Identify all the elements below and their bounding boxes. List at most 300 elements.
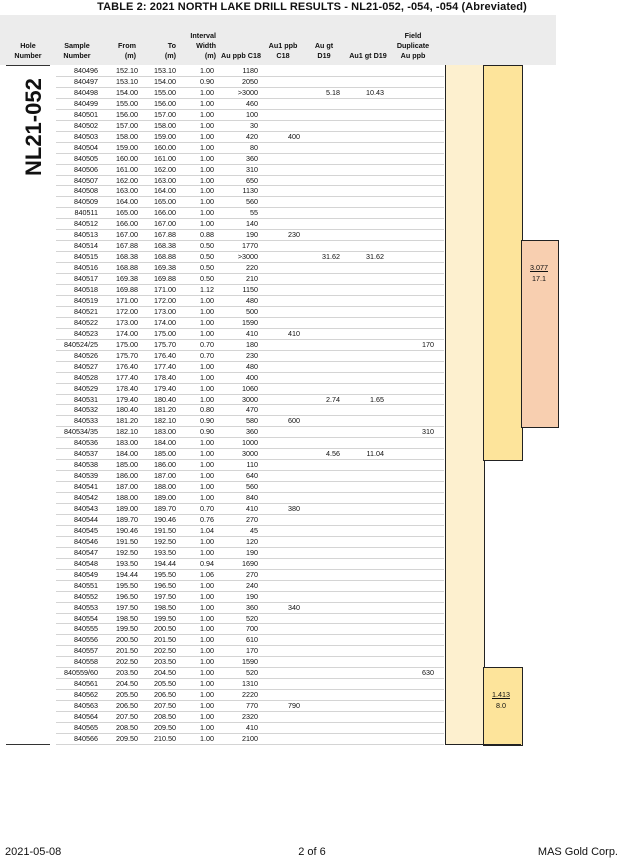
sample-number-cell: 840552 — [74, 591, 98, 601]
au1-ppb-c18-cell: 410 — [288, 328, 300, 338]
width-m-cell: 1.00 — [200, 690, 214, 700]
au1-ppb-c18-cell — [258, 404, 300, 415]
table-row — [56, 207, 444, 218]
table-row — [56, 262, 444, 273]
sample-number-cell: 840539 — [74, 471, 98, 481]
au1-ppb-c18-cell — [258, 645, 300, 656]
au1-gt-d19-cell — [340, 76, 384, 87]
from-m-cell: 196.50 — [116, 591, 138, 601]
to-m-cell: 167.00 — [154, 219, 176, 229]
au-gt-d19-cell — [300, 503, 340, 514]
to-m-cell: 191.50 — [154, 525, 176, 535]
au1-gt-d19-cell — [340, 733, 384, 744]
from-m-cell: 209.50 — [116, 733, 138, 743]
au-gt-d19-cell — [300, 185, 340, 196]
au-ppb-c18-cell: 55 — [250, 208, 258, 218]
from-m-cell: 191.50 — [116, 536, 138, 546]
au-gt-d19-cell — [300, 350, 340, 361]
from-m-cell: 207.50 — [116, 712, 138, 722]
width-m-cell: 1.00 — [200, 679, 214, 689]
from-m-cell: 168.38 — [116, 252, 138, 262]
au1-gt-d19-cell — [340, 459, 384, 470]
from-m-cell: 160.00 — [116, 153, 138, 163]
interval-grade: 1.413 — [492, 690, 510, 700]
au-gt-d19-cell — [300, 437, 340, 448]
au-ppb-c18-cell: 560 — [246, 197, 258, 207]
table-row — [56, 65, 444, 76]
width-m-cell: 1.00 — [200, 175, 214, 185]
au1-ppb-c18-cell — [258, 514, 300, 525]
au-ppb-c18-cell: 310 — [246, 164, 258, 174]
au1-gt-d19-cell — [340, 547, 384, 558]
au1-gt-d19-cell — [340, 153, 384, 164]
au-gt-d19-cell — [300, 547, 340, 558]
au-ppb-c18-cell: 1770 — [242, 241, 258, 251]
to-m-cell: 193.50 — [154, 547, 176, 557]
duplicate-au-ppb-cell — [384, 394, 434, 405]
sample-number-cell: 840537 — [74, 449, 98, 459]
au-ppb-c18-cell: 180 — [246, 339, 258, 349]
au-gt-d19-cell — [300, 65, 340, 76]
to-m-cell: 205.50 — [154, 679, 176, 689]
from-m-cell: 198.50 — [116, 613, 138, 623]
sample-number-cell: 840516 — [74, 263, 98, 273]
au-gt-d19-cell — [300, 459, 340, 470]
au1-gt-d19-cell — [340, 525, 384, 536]
width-m-cell: 1.00 — [200, 87, 214, 97]
table-row — [56, 481, 444, 492]
from-m-cell: 182.10 — [116, 427, 138, 437]
sample-number-cell: 840527 — [74, 361, 98, 371]
au-ppb-c18-cell: 520 — [246, 668, 258, 678]
au1-gt-d19-cell — [340, 470, 384, 481]
to-m-cell: 172.00 — [154, 295, 176, 305]
sample-number-cell: 840559/60 — [64, 668, 98, 678]
au-ppb-c18-cell: 110 — [246, 460, 258, 470]
au-ppb-c18-cell: 170 — [246, 646, 258, 656]
header-to: To (m) — [164, 41, 176, 60]
from-m-cell: 208.50 — [116, 723, 138, 732]
table-row — [56, 470, 444, 481]
au1-gt-d19-cell — [340, 350, 384, 361]
from-m-cell: 162.00 — [116, 175, 138, 185]
width-m-cell: 1.00 — [200, 460, 214, 470]
table-row — [56, 580, 444, 591]
from-m-cell: 171.00 — [116, 295, 138, 305]
header-sample: Sample Number — [63, 41, 91, 60]
to-m-cell: 176.40 — [154, 350, 176, 360]
au-ppb-c18-cell: 1060 — [242, 383, 258, 393]
from-m-cell: 205.50 — [116, 690, 138, 700]
footer-page: 2 of 6 — [298, 846, 326, 858]
au1-gt-d19-cell — [340, 295, 384, 306]
to-m-cell: 181.20 — [154, 405, 176, 415]
table-row — [56, 613, 444, 624]
from-m-cell: 166.00 — [116, 219, 138, 229]
au-gt-d19-cell — [300, 711, 340, 722]
interval-bar-outer-bottom — [445, 744, 521, 745]
width-m-cell: 1.00 — [200, 482, 214, 492]
from-m-cell: 169.38 — [116, 274, 138, 284]
au-gt-d19-cell — [300, 569, 340, 580]
au-gt-d19-cell — [300, 492, 340, 503]
from-m-cell: 175.70 — [116, 350, 138, 360]
au1-ppb-c18-cell — [258, 372, 300, 383]
duplicate-au-ppb-cell — [384, 153, 434, 164]
to-m-cell: 210.50 — [154, 733, 176, 743]
sample-number-cell: 840565 — [74, 723, 98, 732]
au-gt-d19-cell — [300, 591, 340, 602]
au-ppb-c18-cell: 230 — [246, 350, 258, 360]
au1-gt-d19-cell: 10.43 — [366, 87, 384, 97]
au1-gt-d19-cell — [340, 569, 384, 580]
from-m-cell: 157.00 — [116, 120, 138, 130]
width-m-cell: 0.80 — [200, 405, 214, 415]
au-gt-d19-cell — [300, 514, 340, 525]
au1-gt-d19-cell — [340, 558, 384, 569]
width-m-cell: 1.00 — [200, 66, 214, 75]
to-m-cell: 201.50 — [154, 635, 176, 645]
au1-gt-d19-cell — [340, 711, 384, 722]
au1-gt-d19-cell — [340, 678, 384, 689]
sample-number-cell: 840502 — [74, 120, 98, 130]
au1-gt-d19-cell — [340, 273, 384, 284]
to-m-cell: 207.50 — [154, 701, 176, 711]
table-row — [56, 525, 444, 536]
duplicate-au-ppb-cell — [384, 306, 434, 317]
duplicate-au-ppb-cell — [384, 733, 434, 744]
table-row — [56, 437, 444, 448]
width-m-cell: 1.00 — [200, 153, 214, 163]
au-ppb-c18-cell: 1180 — [242, 66, 258, 75]
au-ppb-c18-cell: 410 — [246, 504, 258, 513]
au1-gt-d19-cell — [340, 142, 384, 153]
au-ppb-c18-cell: 2220 — [242, 690, 258, 700]
sample-number-cell: 840518 — [74, 285, 98, 294]
duplicate-au-ppb-cell — [384, 656, 434, 667]
duplicate-au-ppb-cell — [384, 175, 434, 186]
to-m-cell: 206.50 — [154, 690, 176, 700]
table-row — [56, 383, 444, 394]
sample-number-cell: 840497 — [74, 76, 98, 86]
width-m-cell: 1.00 — [200, 536, 214, 546]
table-row — [56, 514, 444, 525]
duplicate-au-ppb-cell — [384, 383, 434, 394]
sample-number-cell: 840563 — [74, 701, 98, 711]
au1-ppb-c18-cell — [258, 667, 300, 678]
au-gt-d19-cell — [300, 142, 340, 153]
duplicate-au-ppb-cell — [384, 591, 434, 602]
from-m-cell: 183.00 — [116, 438, 138, 448]
au1-gt-d19-cell — [340, 328, 384, 339]
au-ppb-c18-cell: 3000 — [242, 394, 258, 404]
sample-number-cell: 840546 — [74, 536, 98, 546]
from-m-cell: 189.70 — [116, 514, 138, 524]
width-m-cell: 1.00 — [200, 547, 214, 557]
to-m-cell: 162.00 — [154, 164, 176, 174]
interval-grade: 3.077 — [530, 263, 548, 273]
table-row — [56, 164, 444, 175]
width-m-cell: 1.00 — [200, 668, 214, 678]
au-gt-d19-cell — [300, 196, 340, 207]
duplicate-au-ppb-cell — [384, 295, 434, 306]
width-m-cell: 1.00 — [200, 197, 214, 207]
au1-ppb-c18-cell — [258, 492, 300, 503]
au1-gt-d19-cell — [340, 722, 384, 733]
from-m-cell: 200.50 — [116, 635, 138, 645]
width-m-cell: 1.00 — [200, 701, 214, 711]
au1-gt-d19-cell — [340, 372, 384, 383]
au1-ppb-c18-cell — [258, 339, 300, 350]
duplicate-au-ppb-cell — [384, 120, 434, 131]
au-gt-d19-cell: 31.62 — [322, 252, 340, 262]
au-ppb-c18-cell: 360 — [246, 602, 258, 612]
au1-ppb-c18-cell — [258, 65, 300, 76]
au1-ppb-c18-cell — [258, 711, 300, 722]
au1-gt-d19-cell — [340, 580, 384, 591]
sample-number-cell: 840517 — [74, 274, 98, 284]
from-m-cell: 176.40 — [116, 361, 138, 371]
au1-ppb-c18-cell — [258, 733, 300, 744]
to-m-cell: 173.00 — [154, 306, 176, 316]
sample-number-cell: 840543 — [74, 504, 98, 513]
sample-number-cell: 840509 — [74, 197, 98, 207]
table-row — [56, 667, 444, 678]
au-ppb-c18-cell: 1150 — [242, 285, 258, 294]
table-row — [56, 656, 444, 667]
table-title: TABLE 2: 2021 NORTH LAKE DRILL RESULTS - NL21-052, -054, -054 (Abreviated) — [97, 1, 527, 13]
au-gt-d19-cell — [300, 175, 340, 186]
au-ppb-c18-cell: >3000 — [237, 252, 258, 262]
duplicate-au-ppb-cell — [384, 689, 434, 700]
au-gt-d19-cell — [300, 76, 340, 87]
sample-number-cell: 840566 — [74, 733, 98, 743]
to-m-cell: 189.70 — [154, 504, 176, 513]
au1-gt-d19-cell — [340, 109, 384, 120]
au1-gt-d19-cell — [340, 426, 384, 437]
sample-number-cell: 840544 — [74, 514, 98, 524]
au1-ppb-c18-cell — [258, 394, 300, 405]
to-m-cell: 197.50 — [154, 591, 176, 601]
table-row — [56, 634, 444, 645]
au-ppb-c18-cell: 640 — [246, 471, 258, 481]
sample-number-cell: 840503 — [74, 131, 98, 141]
duplicate-au-ppb-cell — [384, 547, 434, 558]
table-row — [56, 350, 444, 361]
header-from: From (m) — [118, 41, 136, 60]
width-m-cell: 1.00 — [200, 186, 214, 196]
au1-ppb-c18-cell — [258, 273, 300, 284]
au-ppb-c18-cell: >3000 — [237, 87, 258, 97]
to-m-cell: 204.50 — [154, 668, 176, 678]
table-row — [56, 448, 444, 459]
au1-ppb-c18-cell — [258, 361, 300, 372]
to-m-cell: 167.88 — [154, 230, 176, 240]
sample-number-cell: 840541 — [74, 482, 98, 492]
to-m-cell: 175.70 — [154, 339, 176, 349]
au-gt-d19-cell — [300, 525, 340, 536]
duplicate-au-ppb-cell — [384, 525, 434, 536]
au1-ppb-c18-cell: 790 — [288, 701, 300, 711]
width-m-cell: 1.00 — [200, 449, 214, 459]
duplicate-au-ppb-cell — [384, 109, 434, 120]
width-m-cell: 1.00 — [200, 712, 214, 722]
duplicate-au-ppb-cell — [384, 65, 434, 76]
sample-number-cell: 840522 — [74, 317, 98, 327]
au1-ppb-c18-cell — [258, 295, 300, 306]
table-row — [56, 153, 444, 164]
au-ppb-c18-cell: 30 — [250, 120, 258, 130]
au-gt-d19-cell — [300, 306, 340, 317]
duplicate-au-ppb-cell — [384, 207, 434, 218]
sample-number-cell: 840547 — [74, 547, 98, 557]
from-m-cell: 174.00 — [116, 328, 138, 338]
au1-gt-d19-cell — [340, 656, 384, 667]
au-gt-d19-cell — [300, 689, 340, 700]
width-m-cell: 1.00 — [200, 208, 214, 218]
table-row — [56, 317, 444, 328]
duplicate-au-ppb-cell — [384, 317, 434, 328]
header-field-duplicate: Field Duplicate Au ppb — [396, 31, 430, 60]
sample-number-cell: 840553 — [74, 602, 98, 612]
width-m-cell: 1.00 — [200, 657, 214, 667]
sample-number-cell: 840534/35 — [64, 427, 98, 437]
to-m-cell: 200.50 — [154, 624, 176, 634]
table-row — [56, 404, 444, 415]
interval-length: 17.1 — [532, 274, 546, 284]
to-m-cell: 190.46 — [154, 514, 176, 524]
au-ppb-c18-cell: 1690 — [242, 558, 258, 568]
au1-ppb-c18-cell — [258, 547, 300, 558]
au1-gt-d19-cell — [340, 645, 384, 656]
width-m-cell: 0.90 — [200, 427, 214, 437]
table-row — [56, 558, 444, 569]
au-gt-d19-cell — [300, 207, 340, 218]
sample-number-cell: 840528 — [74, 372, 98, 382]
table-row — [56, 689, 444, 700]
au1-gt-d19-cell — [340, 481, 384, 492]
to-m-cell: 158.00 — [154, 120, 176, 130]
from-m-cell: 184.00 — [116, 449, 138, 459]
au-gt-d19-cell — [300, 678, 340, 689]
width-m-cell: 0.76 — [200, 514, 214, 524]
table-row — [56, 339, 444, 350]
au1-ppb-c18-cell — [258, 470, 300, 481]
to-m-cell: 155.00 — [154, 87, 176, 97]
sample-number-cell: 840551 — [74, 580, 98, 590]
au1-ppb-c18-cell — [258, 262, 300, 273]
au-gt-d19-cell — [300, 295, 340, 306]
to-m-cell: 153.10 — [154, 66, 176, 75]
width-m-cell: 0.94 — [200, 558, 214, 568]
sample-number-cell: 840561 — [74, 679, 98, 689]
to-m-cell: 194.44 — [154, 558, 176, 568]
from-m-cell: 179.40 — [116, 394, 138, 404]
au-gt-d19-cell: 2.74 — [326, 394, 340, 404]
from-m-cell: 203.50 — [116, 668, 138, 678]
table-row — [56, 229, 444, 240]
table-row — [56, 711, 444, 722]
au-ppb-c18-cell: 400 — [246, 372, 258, 382]
to-m-cell: 168.38 — [154, 241, 176, 251]
au1-gt-d19-cell — [340, 404, 384, 415]
au1-ppb-c18-cell — [258, 306, 300, 317]
width-m-cell: 1.00 — [200, 306, 214, 316]
au-gt-d19-cell — [300, 404, 340, 415]
width-m-cell: 0.50 — [200, 241, 214, 251]
duplicate-au-ppb-cell — [384, 602, 434, 613]
au1-gt-d19-cell — [340, 317, 384, 328]
table-row — [56, 284, 444, 295]
au1-ppb-c18-cell — [258, 196, 300, 207]
hole-number-text: NL21-052 — [21, 78, 46, 176]
from-m-cell: 153.10 — [116, 76, 138, 86]
au1-ppb-c18-cell: 600 — [288, 416, 300, 426]
au1-gt-d19-cell — [340, 207, 384, 218]
sample-number-cell: 840554 — [74, 613, 98, 623]
width-m-cell: 1.00 — [200, 295, 214, 305]
sample-number-cell: 840506 — [74, 164, 98, 174]
to-m-cell: 163.00 — [154, 175, 176, 185]
au1-gt-d19-cell — [340, 415, 384, 426]
to-m-cell: 168.88 — [154, 252, 176, 262]
sample-number-cell: 840504 — [74, 142, 98, 152]
duplicate-au-ppb-cell — [384, 251, 434, 262]
duplicate-au-ppb-cell — [384, 196, 434, 207]
au1-ppb-c18-cell — [258, 284, 300, 295]
from-m-cell: 168.88 — [116, 263, 138, 273]
table-row — [56, 361, 444, 372]
au1-ppb-c18-cell — [258, 678, 300, 689]
duplicate-au-ppb-cell — [384, 623, 434, 634]
to-m-cell: 184.00 — [154, 438, 176, 448]
interval-bar-mid — [483, 65, 523, 461]
au-ppb-c18-cell: 840 — [246, 493, 258, 503]
sample-number-cell: 840523 — [74, 328, 98, 338]
duplicate-au-ppb-cell — [384, 164, 434, 175]
au1-ppb-c18-cell — [258, 656, 300, 667]
table-header — [0, 15, 556, 65]
width-m-cell: 1.00 — [200, 646, 214, 656]
au1-ppb-c18-cell — [258, 251, 300, 262]
width-m-cell: 1.04 — [200, 525, 214, 535]
sample-number-cell: 840496 — [74, 66, 98, 75]
au1-gt-d19-cell — [340, 383, 384, 394]
width-m-cell: 0.70 — [200, 504, 214, 513]
au-gt-d19-cell — [300, 240, 340, 251]
width-m-cell: 1.00 — [200, 602, 214, 612]
duplicate-au-ppb-cell — [384, 558, 434, 569]
au-ppb-c18-cell: 560 — [246, 482, 258, 492]
header-au-gt-d19: Au gt D19 — [314, 41, 334, 60]
duplicate-au-ppb-cell — [384, 76, 434, 87]
au-ppb-c18-cell: 480 — [246, 361, 258, 371]
au-gt-d19-cell — [300, 372, 340, 383]
from-m-cell: 158.00 — [116, 131, 138, 141]
au1-gt-d19-cell — [340, 689, 384, 700]
au-ppb-c18-cell: 1590 — [242, 657, 258, 667]
from-m-cell: 204.50 — [116, 679, 138, 689]
au-gt-d19-cell — [300, 317, 340, 328]
width-m-cell: 1.00 — [200, 635, 214, 645]
au1-gt-d19-cell — [340, 218, 384, 229]
au-ppb-c18-cell: 1000 — [242, 438, 258, 448]
from-m-cell: 177.40 — [116, 372, 138, 382]
sample-number-cell: 840514 — [74, 241, 98, 251]
table-row — [56, 185, 444, 196]
au-ppb-c18-cell: 650 — [246, 175, 258, 185]
au1-gt-d19-cell — [340, 65, 384, 76]
